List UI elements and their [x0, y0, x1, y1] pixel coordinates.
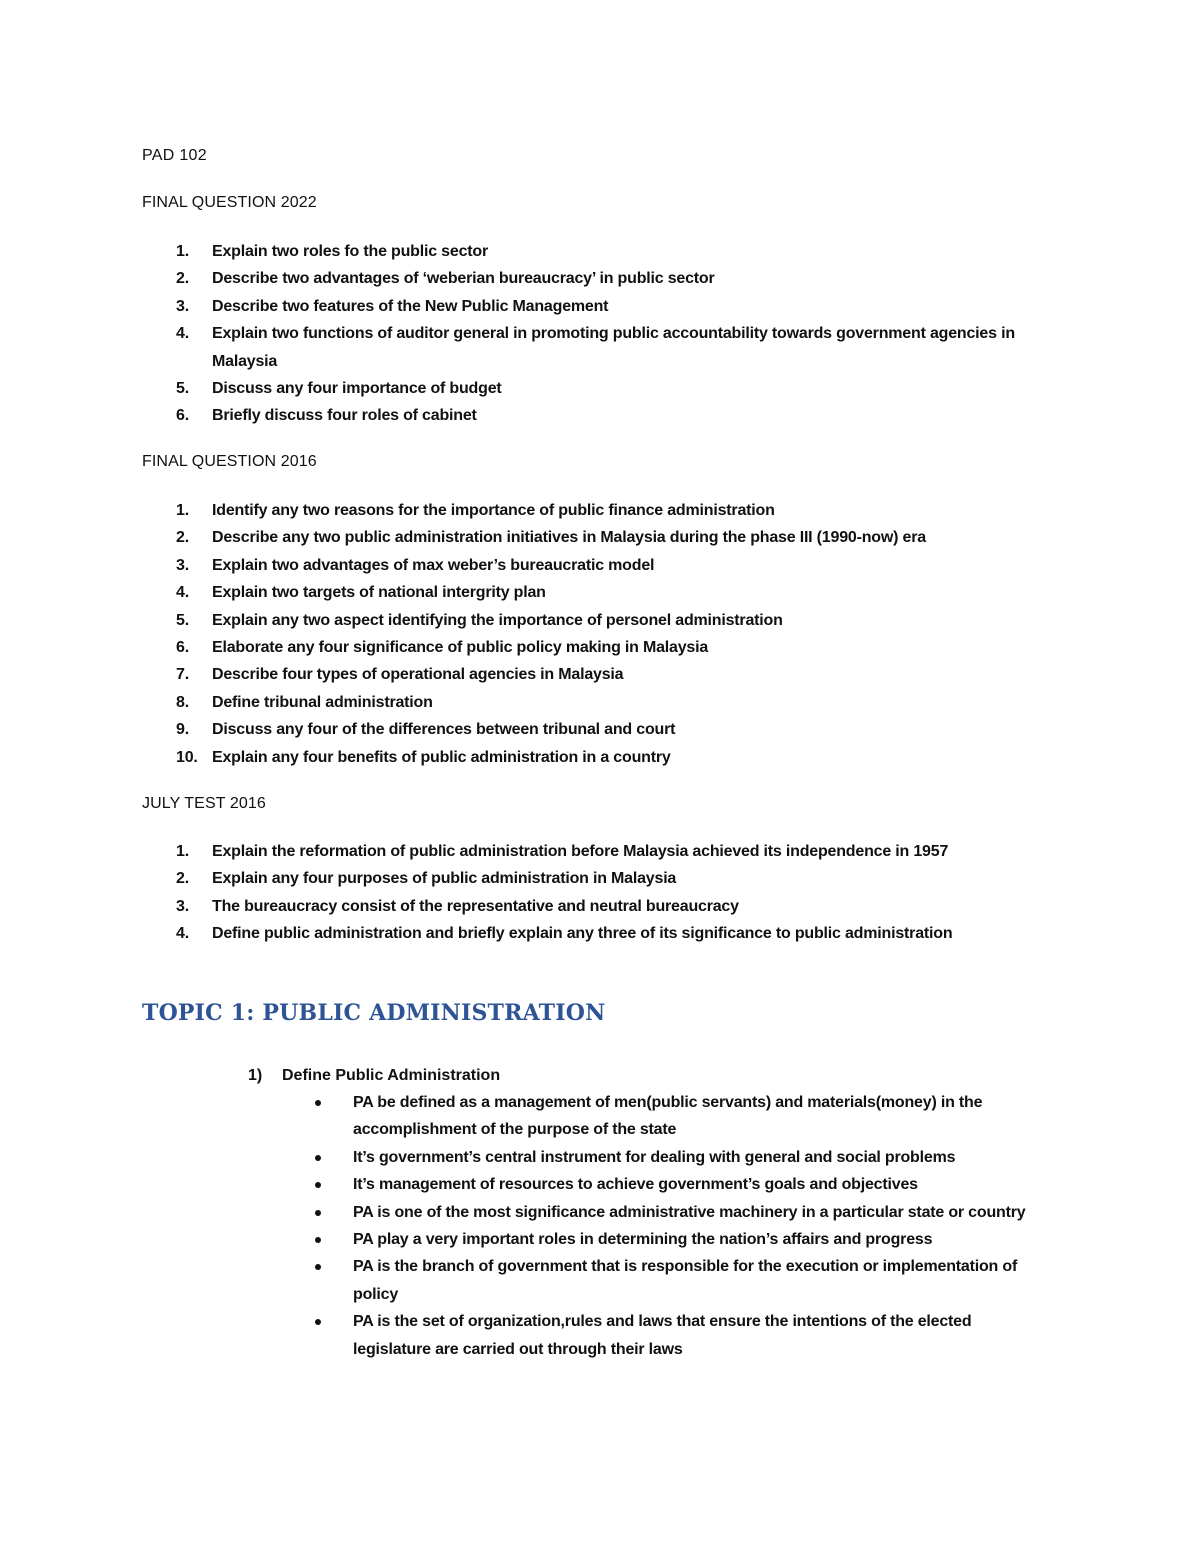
list-item: It’s management of resources to achieve government’s goals and objectives	[312, 1171, 1052, 1198]
course-code: PAD 102	[142, 147, 207, 164]
topic-heading: TOPIC 1: PUBLIC ADMINISTRATION	[142, 1000, 606, 1026]
question-item: 6. Elaborate any four significance of public policy making in Malaysia	[176, 639, 709, 657]
question-item: 1. Identify any two reasons for the importance of public finance administration	[176, 502, 775, 519]
list-item: It’s government’s central instrument for dealing with general and social problems	[312, 1144, 1052, 1171]
question-list-final-2016	[142, 497, 1052, 771]
list-item: PA play a very important roles in determining the nation’s affairs and progress	[312, 1226, 1052, 1253]
question-item: 1. Explain two roles fo the public sector	[176, 243, 489, 260]
question-item: 2. Describe two advantages of ‘weberian bureaucracy’ in public sector	[176, 270, 715, 288]
subquestion-label: Define Public Administration	[282, 1067, 501, 1084]
list-item: PA is one of the most significance administrative machinery in a particular state or country	[312, 1199, 1052, 1226]
bullet-icon	[315, 1182, 321, 1188]
bullet-icon	[315, 1100, 321, 1106]
definition-points-list	[312, 1089, 1052, 1363]
question-item: 7. Describe four types of operational agencies in Malaysia	[176, 666, 624, 684]
list-item: PA is the set of organization,rules and laws that ensure the intentions of the elected legislature are carried out through their laws	[312, 1308, 1052, 1363]
list-item: PA is the branch of government that is responsible for the execution or implementation of policy	[312, 1253, 1052, 1308]
question-item: 3. Explain two advantages of max weber’s bureaucratic model	[176, 556, 655, 574]
subquestion-number: 1)	[248, 1067, 263, 1084]
question-item: 9. Discuss any four of the differences between tribunal and court	[176, 721, 676, 739]
question-item: 3. The bureaucracy consist of the representative and neutral bureaucracy	[176, 897, 739, 915]
question-item: 5. Explain any two aspect identifying the importance of personel administration	[176, 611, 783, 629]
question-item: 4. Explain two targets of national intergrity plan	[176, 584, 546, 602]
question-item: 4. Explain two functions of auditor general in promoting public accountability towards government agencies in Malaysia	[176, 325, 1015, 370]
bullet-icon	[315, 1210, 321, 1216]
question-item: 8. Define tribunal administration	[176, 693, 433, 711]
section-heading-final-2016: FINAL QUESTION 2016	[142, 453, 317, 470]
bullet-icon	[315, 1237, 321, 1243]
question-list-july-2016	[142, 838, 1052, 948]
question-item: 3. Describe two features of the New Public Management	[176, 297, 609, 315]
question-list-final-2022	[142, 238, 1052, 430]
question-item: 10. Explain any four benefits of public administration in a country	[176, 748, 671, 766]
bullet-icon	[315, 1155, 321, 1161]
list-item: PA be defined as a management of men(public servants) and materials(money) in the accomplishment of the purpose of the state	[312, 1089, 1052, 1144]
question-item: 5. Discuss any four importance of budget	[176, 380, 502, 398]
bullet-icon	[315, 1264, 321, 1270]
question-item: 2. Describe any two public administration initiatives in Malaysia during the phase III (1990-now) era	[176, 529, 926, 547]
section-heading-july-2016: JULY TEST 2016	[142, 795, 266, 812]
bullet-icon	[315, 1319, 321, 1325]
question-item: 6. Briefly discuss four roles of cabinet	[176, 407, 477, 425]
question-item: 4. Define public administration and briefly explain any three of its significance to public administration	[176, 925, 953, 943]
question-item: 2. Explain any four purposes of public administration in Malaysia	[176, 870, 677, 888]
section-heading-final-2022: FINAL QUESTION 2022	[142, 194, 317, 211]
question-item: 1. Explain the reformation of public administration before Malaysia achieved its independence in 1957	[176, 843, 949, 860]
